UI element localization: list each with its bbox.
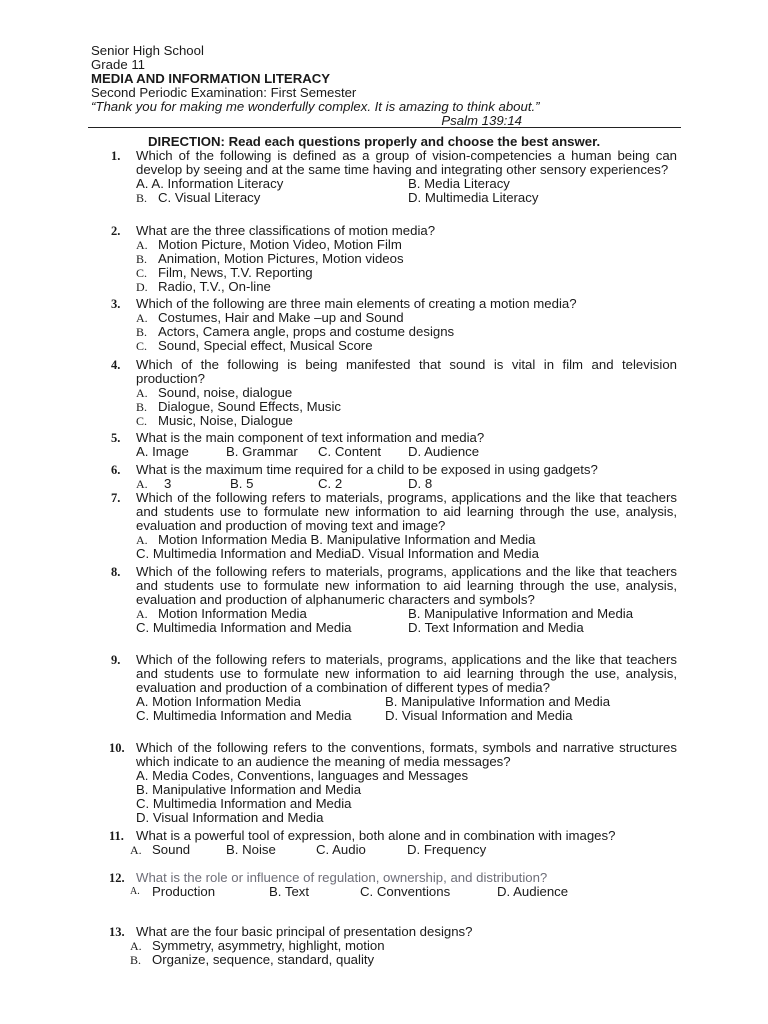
option-d: D. Audience: [408, 444, 480, 459]
option-text: Symmetry, asymmetry, highlight, motion: [152, 938, 385, 953]
question-3: [111, 297, 677, 353]
options: [136, 477, 677, 491]
question-text: Which of the following are three main elements of creating a motion media?: [136, 296, 577, 311]
option-letter: A.: [136, 533, 148, 547]
option-letter: B.: [136, 325, 148, 339]
question-number: 1.: [111, 149, 121, 163]
option-item: [136, 386, 677, 400]
option-b: B. Text: [269, 884, 310, 899]
option-b: B. 5: [230, 476, 254, 491]
question-text: What are the three classifications of motion media?: [136, 223, 436, 238]
question-number: 11.: [109, 829, 124, 843]
option-letter: A.: [130, 843, 142, 857]
question-5: [111, 431, 677, 459]
option-item: [136, 400, 677, 414]
option-a: Production: [152, 884, 216, 899]
option-letter: A.: [130, 939, 142, 953]
option-c: C. Audio: [316, 842, 366, 857]
option-text: Motion Picture, Motion Video, Motion Film: [158, 237, 402, 252]
question-number: 7.: [111, 491, 121, 505]
school-label: Senior High School: [91, 43, 204, 58]
option-item: [136, 769, 677, 783]
question-number: 4.: [111, 358, 121, 372]
option-row: [136, 547, 677, 561]
option-text: Dialogue, Sound Effects, Music: [158, 399, 342, 414]
option-item: [136, 339, 677, 353]
question-text: What is a powerful tool of expression, both alone and in combination with images?: [136, 828, 616, 843]
option-letter: D.: [136, 280, 148, 294]
option-letter: A.: [136, 311, 148, 325]
option-text: Radio, T.V., On-line: [158, 279, 271, 294]
option-a: Motion Information Media: [158, 606, 307, 621]
option-item: [136, 252, 677, 266]
option-item: [136, 280, 677, 294]
question-10: [111, 741, 677, 825]
option-text: C. Multimedia Information and Media: [136, 796, 352, 811]
option-b: B. Noise: [226, 842, 276, 857]
option-b: B. Manipulative Information and Media: [385, 694, 611, 709]
option-d: D. Audience: [497, 884, 569, 899]
question-6: [111, 463, 677, 491]
question-number: 9.: [111, 653, 121, 667]
question-number: 13.: [109, 925, 125, 939]
option-row: [136, 533, 677, 547]
question-text: Which of the following is being manifested that sound is vital in film and television production?: [136, 357, 677, 386]
question-13: [111, 925, 677, 967]
option-row: [136, 177, 677, 191]
option-c: C. Conventions: [360, 884, 451, 899]
option-text: Animation, Motion Pictures, Motion videos: [158, 251, 404, 266]
options: [136, 238, 677, 294]
option-row: [136, 607, 677, 621]
option-letter: A.: [136, 238, 148, 252]
options: [136, 386, 677, 428]
question-number: 10.: [109, 741, 125, 755]
option-d: D. Text Information and Media: [408, 620, 584, 635]
option-row: [136, 695, 677, 709]
option-letter: B.: [136, 252, 148, 266]
option-letter: B.: [136, 191, 148, 205]
quote-reference: Psalm 139:14: [441, 113, 522, 128]
option-d: D. Frequency: [407, 842, 487, 857]
question-number: 12.: [109, 871, 125, 885]
subject-title: MEDIA AND INFORMATION LITERACY: [91, 71, 331, 86]
option-c: C. Content: [318, 444, 382, 459]
option-b: B. Media Literacy: [408, 176, 510, 191]
question-text: What is the role or influence of regulation, ownership, and distribution?: [136, 870, 548, 885]
options: [136, 177, 677, 205]
option-letter: A.: [130, 886, 140, 897]
options: [130, 885, 677, 899]
option-item: [136, 797, 677, 811]
option-c: C. 2: [318, 476, 343, 491]
question-1: [111, 149, 677, 205]
option-d: D. Multimedia Literacy: [408, 190, 539, 205]
question-text: Which of the following refers to materials, programs, applications and the like that teachers and students use to formulate new information to aid learning through the use, analysis, evaluation and production of moving text and image?: [136, 490, 677, 533]
option-text: B. Manipulative Information and Media: [136, 782, 362, 797]
exam-header: [91, 44, 691, 100]
options: [136, 769, 677, 825]
question-number: 6.: [111, 463, 121, 477]
option-b: B. Grammar: [226, 444, 298, 459]
option-d: D. Visual Information and Media: [385, 708, 573, 723]
question-text: Which of the following refers to materials, programs, applications and the like that teachers and students use to formulate new information to aid learning through the use, analysis, evaluation and production of a combination of different types of media?: [136, 652, 677, 695]
grade-label: Grade 11: [91, 57, 146, 72]
option-item: [136, 783, 677, 797]
question-number: 5.: [111, 431, 121, 445]
option-text: Motion Information Media B. Manipulative Information and Media: [158, 532, 536, 547]
option-row: [136, 445, 677, 459]
option-text: C. Multimedia Information and MediaD. Visual Information and Media: [136, 546, 539, 561]
question-12: [111, 871, 677, 899]
directions: DIRECTION: Read each questions properly and choose the best answer.: [148, 134, 601, 149]
options: [136, 311, 677, 353]
exam-title: Second Periodic Examination: First Semester: [91, 85, 357, 100]
option-c: C. Multimedia Information and Media: [136, 620, 352, 635]
question-2: [111, 224, 677, 294]
option-c: C. Visual Literacy: [158, 190, 261, 205]
option-item: [136, 238, 677, 252]
option-a: A. Motion Information Media: [136, 694, 301, 709]
question-text: What is the main component of text information and media?: [136, 430, 485, 445]
option-letter: A.: [136, 607, 148, 621]
options: [136, 533, 677, 561]
option-letter: A.: [136, 477, 148, 491]
option-row: [130, 843, 677, 857]
options: [136, 607, 677, 635]
question-text: Which of the following refers to the conventions, formats, symbols and narrative structures which indicate to an audience the meaning of media messages?: [136, 740, 677, 769]
options: [136, 445, 677, 459]
option-item: [136, 311, 677, 325]
option-item: [130, 939, 677, 953]
option-item: [136, 811, 677, 825]
question-text: What is the maximum time required for a child to be exposed in using gadgets?: [136, 462, 598, 477]
option-letter: C.: [136, 266, 148, 280]
question-11: [111, 829, 677, 857]
options: [130, 939, 677, 967]
question-9: [111, 653, 677, 723]
option-text: Organize, sequence, standard, quality: [152, 952, 375, 967]
options: [130, 843, 677, 857]
option-text: A. Media Codes, Conventions, languages and Messages: [136, 768, 469, 783]
question-text: Which of the following refers to materials, programs, applications and the like that teachers and students use to formulate new information to aid learning through the use, analysis, evaluation and production of alphanumeric characters and symbols?: [136, 564, 677, 607]
option-letter: B.: [130, 953, 142, 967]
question-4: [111, 358, 677, 428]
option-text: Film, News, T.V. Reporting: [158, 265, 313, 280]
option-row: [136, 621, 677, 635]
option-text: Costumes, Hair and Make –up and Sound: [158, 310, 404, 325]
option-b: B. Manipulative Information and Media: [408, 606, 634, 621]
option-row: [136, 709, 677, 723]
option-letter: B.: [136, 400, 148, 414]
option-a: A. A. Information Literacy: [136, 176, 284, 191]
question-text: What are the four basic principal of presentation designs?: [136, 924, 473, 939]
option-item: [130, 953, 677, 967]
option-letter: C.: [136, 339, 148, 353]
header-divider: [88, 127, 681, 128]
option-item: [136, 414, 677, 428]
option-a: 3: [164, 476, 172, 491]
option-text: D. Visual Information and Media: [136, 810, 324, 825]
option-c: C. Multimedia Information and Media: [136, 708, 352, 723]
question-number: 3.: [111, 297, 121, 311]
question-text: Which of the following is defined as a group of vision-competencies a human being can develop by seeing and at the same time having and integrating other sensory experiences?: [136, 148, 677, 177]
option-row: [136, 477, 677, 491]
option-row: [130, 885, 677, 899]
question-number: 8.: [111, 565, 121, 579]
option-letter: C.: [136, 414, 148, 428]
option-row: [136, 191, 677, 205]
option-text: Actors, Camera angle, props and costume designs: [158, 324, 455, 339]
quote-text: “Thank you for making me wonderfully complex. It is amazing to think about.”: [91, 99, 540, 114]
option-item: [136, 266, 677, 280]
option-item: [136, 325, 677, 339]
option-d: D. 8: [408, 476, 433, 491]
question-8: [111, 565, 677, 635]
option-text: Music, Noise, Dialogue: [158, 413, 293, 428]
question-7: [111, 491, 677, 561]
option-text: Sound, noise, dialogue: [158, 385, 293, 400]
option-a: Sound: [152, 842, 191, 857]
option-a: A. Image: [136, 444, 189, 459]
options: [136, 695, 677, 723]
question-number: 2.: [111, 224, 121, 238]
option-letter: A.: [136, 386, 148, 400]
option-text: Sound, Special effect, Musical Score: [158, 338, 373, 353]
